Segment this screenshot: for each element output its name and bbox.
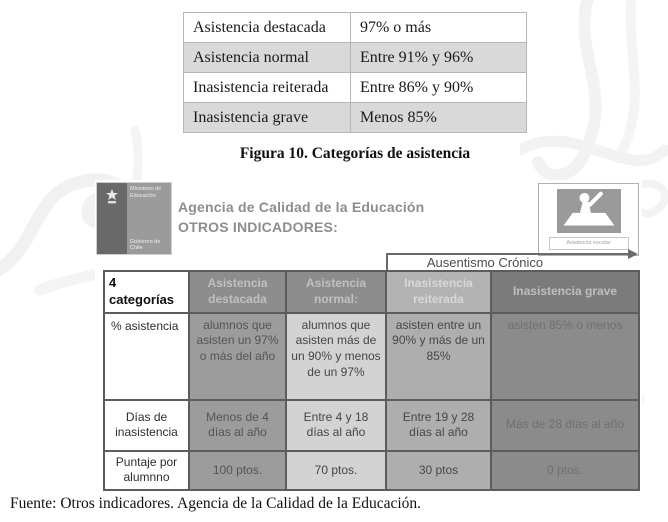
column-header: Asistencia destacada [189, 271, 286, 313]
indicators-subtitle: OTROS INDICADORES: [178, 219, 338, 236]
corner-header: 4 categorías [104, 271, 189, 313]
coat-of-arms-icon [97, 183, 127, 254]
agency-title: Agencia de Calidad de la Educación [178, 199, 425, 215]
table-row [184, 13, 527, 43]
government-name: Gobierno de Chile [130, 238, 161, 252]
column-header: Inasistencia reiterada [386, 271, 491, 313]
table-row [104, 400, 639, 451]
category-value: 97% o más [350, 13, 526, 43]
category-value: Menos 85% [350, 103, 526, 133]
table-cell: 30 ptos [386, 451, 491, 490]
table-header-row [104, 271, 639, 313]
category-value: Entre 86% y 90% [350, 73, 526, 103]
table-row [184, 43, 527, 73]
figure-caption: Figura 10. Categorías de asistencia [239, 145, 471, 162]
bracket-line [386, 253, 388, 270]
table-cell: asisten entre un 90% y más de un 85% [386, 313, 491, 400]
arrow-right-icon [628, 249, 638, 259]
table-row [184, 73, 527, 103]
table-cell: 70 ptos. [286, 451, 386, 490]
table-cell: 100 ptos. [189, 451, 286, 490]
table-cell: alumnos que asisten un 97% o más del año [189, 313, 286, 400]
row-label: Puntaje por alumnno [104, 451, 189, 490]
row-label: % asistencia [104, 313, 189, 400]
table-cell: Más de 28 días al año [491, 400, 639, 451]
row-label: Días de inasistencia [104, 400, 189, 451]
student-raising-hand-icon [557, 189, 621, 233]
ministry-logo-text [127, 183, 171, 254]
table-cell: Menos de 4 días al año [189, 400, 286, 451]
table-cell: alumnos que asisten más de un 90% y menos de un 97% [286, 313, 386, 400]
chronic-absenteeism-label: Ausentismo Crónico [426, 255, 544, 270]
school-attendance-badge [538, 183, 639, 256]
table-row [104, 313, 639, 400]
embedded-figure-image [95, 180, 642, 487]
category-label: Inasistencia reiterada [184, 73, 351, 103]
table-cell: 0 ptos. [491, 451, 639, 490]
column-header: Inasistencia grave [491, 271, 639, 313]
table-cell: Entre 19 y 28 días al año [386, 400, 491, 451]
indicator-table [103, 270, 640, 491]
student-icon-label: Asistencia escolar [549, 237, 629, 250]
source-note: Fuente: Otros indicadores. Agencia de la Calidad de la Educación. [10, 495, 422, 512]
category-label: Asistencia destacada [184, 13, 351, 43]
category-label: Asistencia normal [184, 43, 351, 73]
category-label: Inasistencia grave [184, 103, 351, 133]
column-header: Asistencia normal: [286, 271, 386, 313]
table-row [104, 451, 639, 490]
table-row [184, 103, 527, 133]
figure-heading [178, 197, 424, 238]
ministry-name: Ministerio de Educación [130, 186, 162, 199]
ministry-logo [97, 183, 171, 254]
table-cell: asisten 85% o menos [491, 313, 639, 400]
attendance-categories-table [183, 12, 527, 133]
category-value: Entre 91% y 96% [350, 43, 526, 73]
table-cell: Entre 4 y 18 días al año [286, 400, 386, 451]
